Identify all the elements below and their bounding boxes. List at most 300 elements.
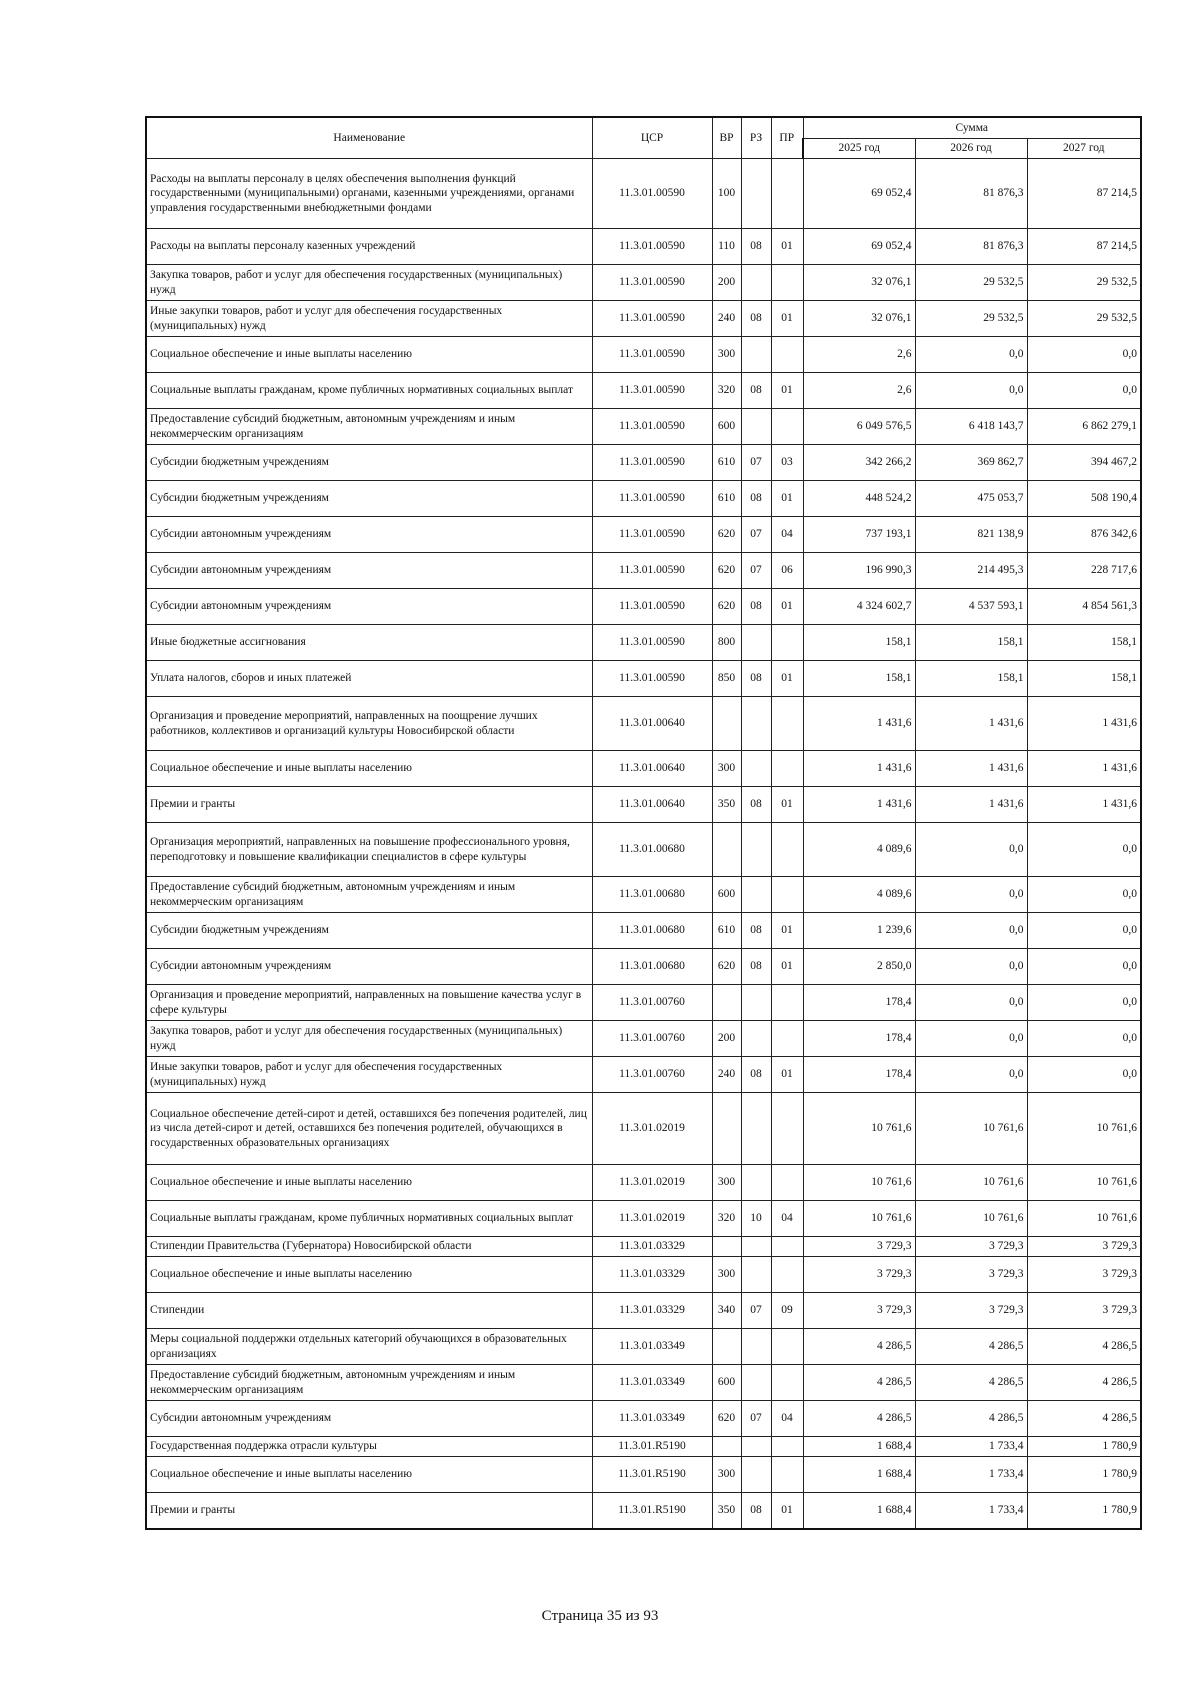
- row-vr: 800: [712, 625, 741, 661]
- row-csr: 11.3.01.03329: [592, 1237, 712, 1257]
- header-rz: РЗ: [741, 117, 771, 159]
- row-pr: 04: [771, 517, 803, 553]
- row-sum-2026: 10 761,6: [915, 1093, 1027, 1165]
- table-row: [146, 751, 1141, 787]
- row-sum-2027: 6 862 279,1: [1027, 409, 1141, 445]
- row-sum-2025: 6 049 576,5: [803, 409, 915, 445]
- row-rz: [741, 1329, 771, 1365]
- table-row: [146, 787, 1141, 823]
- header-csr: ЦСР: [592, 117, 712, 159]
- row-pr: [771, 877, 803, 913]
- row-rz: 08: [741, 913, 771, 949]
- row-name: Организация мероприятий, направленных на повышение профессионального уровня, переподготовку и повышение квалификации специалистов в сфере культуры: [146, 823, 592, 877]
- row-rz: [741, 1021, 771, 1057]
- row-sum-2027: 3 729,3: [1027, 1293, 1141, 1329]
- table-row: [146, 1329, 1141, 1365]
- row-name: Социальное обеспечение и иные выплаты населению: [146, 751, 592, 787]
- row-name: Субсидии автономным учреждениям: [146, 1401, 592, 1437]
- row-sum-2027: 4 854 561,3: [1027, 589, 1141, 625]
- row-name: Иные закупки товаров, работ и услуг для обеспечения государственных (муниципальных) нужд: [146, 1057, 592, 1093]
- row-name: Премии и гранты: [146, 787, 592, 823]
- row-rz: 08: [741, 373, 771, 409]
- row-sum-2025: 2,6: [803, 337, 915, 373]
- row-sum-2027: 0,0: [1027, 913, 1141, 949]
- row-name: Иные закупки товаров, работ и услуг для обеспечения государственных (муниципальных) нужд: [146, 301, 592, 337]
- row-rz: [741, 1257, 771, 1293]
- row-sum-2025: 2 850,0: [803, 949, 915, 985]
- table-row: [146, 589, 1141, 625]
- table-row: [146, 625, 1141, 661]
- row-sum-2025: 1 688,4: [803, 1437, 915, 1457]
- row-sum-2027: 0,0: [1027, 1021, 1141, 1057]
- row-sum-2027: 0,0: [1027, 373, 1141, 409]
- row-sum-2026: 1 431,6: [915, 787, 1027, 823]
- row-rz: [741, 409, 771, 445]
- row-pr: [771, 985, 803, 1021]
- table-row: [146, 1493, 1141, 1529]
- row-sum-2027: 10 761,6: [1027, 1165, 1141, 1201]
- row-sum-2027: 1 780,9: [1027, 1437, 1141, 1457]
- row-sum-2027: 4 286,5: [1027, 1401, 1141, 1437]
- row-sum-2026: 0,0: [915, 949, 1027, 985]
- table-row: [146, 445, 1141, 481]
- row-rz: 08: [741, 949, 771, 985]
- row-vr: 620: [712, 589, 741, 625]
- row-csr: 11.3.01.00640: [592, 697, 712, 751]
- row-vr: 620: [712, 517, 741, 553]
- row-pr: [771, 751, 803, 787]
- row-name: Организация и проведение мероприятий, направленных на поощрение лучших работников, коллективов и организаций культуры Новосибирской области: [146, 697, 592, 751]
- table-row: [146, 823, 1141, 877]
- row-sum-2025: 4 286,5: [803, 1365, 915, 1401]
- row-csr: 11.3.01.00590: [592, 517, 712, 553]
- row-sum-2026: 0,0: [915, 985, 1027, 1021]
- table-row: [146, 913, 1141, 949]
- row-name: Субсидии бюджетным учреждениям: [146, 445, 592, 481]
- table-row: [146, 1057, 1141, 1093]
- row-sum-2025: 737 193,1: [803, 517, 915, 553]
- row-sum-2025: 448 524,2: [803, 481, 915, 517]
- row-vr: 110: [712, 229, 741, 265]
- row-sum-2025: 1 239,6: [803, 913, 915, 949]
- row-name: Социальное обеспечение и иные выплаты населению: [146, 1257, 592, 1293]
- row-sum-2026: 3 729,3: [915, 1257, 1027, 1293]
- row-name: Социальное обеспечение и иные выплаты населению: [146, 1457, 592, 1493]
- row-csr: 11.3.01.00760: [592, 1057, 712, 1093]
- row-csr: 11.3.01.03349: [592, 1365, 712, 1401]
- row-sum-2027: 0,0: [1027, 949, 1141, 985]
- row-csr: 11.3.01.00590: [592, 589, 712, 625]
- row-sum-2026: 1 733,4: [915, 1457, 1027, 1493]
- row-csr: 11.3.01.00590: [592, 373, 712, 409]
- table-row: [146, 265, 1141, 301]
- row-csr: 11.3.01.02019: [592, 1165, 712, 1201]
- table-row: [146, 1457, 1141, 1493]
- row-csr: 11.3.01.02019: [592, 1093, 712, 1165]
- row-sum-2027: 0,0: [1027, 823, 1141, 877]
- row-name: Организация и проведение мероприятий, направленных на повышение качества услуг в сфере культуры: [146, 985, 592, 1021]
- row-name: Меры социальной поддержки отдельных категорий обучающихся в образовательных организациях: [146, 1329, 592, 1365]
- row-sum-2026: 81 876,3: [915, 229, 1027, 265]
- row-sum-2026: 0,0: [915, 337, 1027, 373]
- row-sum-2026: 10 761,6: [915, 1165, 1027, 1201]
- row-sum-2027: 0,0: [1027, 985, 1141, 1021]
- row-rz: [741, 625, 771, 661]
- row-name: Субсидии автономным учреждениям: [146, 517, 592, 553]
- row-sum-2027: 3 729,3: [1027, 1237, 1141, 1257]
- row-sum-2026: 4 286,5: [915, 1365, 1027, 1401]
- row-pr: [771, 1365, 803, 1401]
- row-pr: [771, 337, 803, 373]
- row-vr: [712, 1437, 741, 1457]
- row-sum-2026: 0,0: [915, 1021, 1027, 1057]
- row-pr: [771, 409, 803, 445]
- row-pr: 01: [771, 787, 803, 823]
- row-sum-2027: 87 214,5: [1027, 229, 1141, 265]
- row-sum-2026: 158,1: [915, 661, 1027, 697]
- row-sum-2025: 10 761,6: [803, 1201, 915, 1237]
- row-rz: 07: [741, 517, 771, 553]
- row-pr: [771, 1165, 803, 1201]
- row-vr: 850: [712, 661, 741, 697]
- row-vr: 610: [712, 445, 741, 481]
- row-vr: 240: [712, 301, 741, 337]
- table-row: [146, 1401, 1141, 1437]
- row-vr: 600: [712, 409, 741, 445]
- row-vr: [712, 1093, 741, 1165]
- row-pr: [771, 1437, 803, 1457]
- row-name: Закупка товаров, работ и услуг для обеспечения государственных (муниципальных) нужд: [146, 1021, 592, 1057]
- row-rz: 07: [741, 445, 771, 481]
- row-sum-2025: 4 324 602,7: [803, 589, 915, 625]
- row-sum-2026: 4 286,5: [915, 1401, 1027, 1437]
- table-row: [146, 949, 1141, 985]
- header-pr: ПР: [771, 117, 803, 159]
- row-rz: [741, 985, 771, 1021]
- row-vr: [712, 823, 741, 877]
- row-pr: [771, 1021, 803, 1057]
- row-name: Стипендии: [146, 1293, 592, 1329]
- header-year-2026: 2026 год: [915, 139, 1027, 159]
- row-csr: 11.3.01.00760: [592, 1021, 712, 1057]
- row-name: Предоставление субсидий бюджетным, автономным учреждениям и иным некоммерческим организациям: [146, 409, 592, 445]
- row-name: Расходы на выплаты персоналу в целях обеспечения выполнения функций государственными (муниципальными) органами, казенными учреждениями, органами управления государственными внебюджетными фондами: [146, 159, 592, 229]
- row-sum-2025: 4 286,5: [803, 1401, 915, 1437]
- row-sum-2025: 69 052,4: [803, 229, 915, 265]
- row-csr: 11.3.01.00590: [592, 625, 712, 661]
- row-vr: 300: [712, 1165, 741, 1201]
- row-pr: 03: [771, 445, 803, 481]
- row-csr: 11.3.01.00590: [592, 445, 712, 481]
- row-vr: 600: [712, 877, 741, 913]
- row-sum-2027: 29 532,5: [1027, 265, 1141, 301]
- row-vr: 610: [712, 481, 741, 517]
- row-csr: 11.3.01.00590: [592, 337, 712, 373]
- row-pr: [771, 1093, 803, 1165]
- row-pr: [771, 265, 803, 301]
- table-row: [146, 1437, 1141, 1457]
- row-rz: 08: [741, 787, 771, 823]
- table-row: [146, 1293, 1141, 1329]
- row-vr: 200: [712, 265, 741, 301]
- row-sum-2027: 1 431,6: [1027, 787, 1141, 823]
- row-sum-2025: 178,4: [803, 1021, 915, 1057]
- row-sum-2025: 1 431,6: [803, 751, 915, 787]
- row-pr: 01: [771, 1057, 803, 1093]
- row-sum-2025: 3 729,3: [803, 1293, 915, 1329]
- row-csr: 11.3.01.03329: [592, 1293, 712, 1329]
- row-name: Социальное обеспечение и иные выплаты населению: [146, 337, 592, 373]
- row-vr: 350: [712, 787, 741, 823]
- row-rz: [741, 337, 771, 373]
- row-name: Субсидии автономным учреждениям: [146, 553, 592, 589]
- table-row: [146, 409, 1141, 445]
- row-rz: [741, 1365, 771, 1401]
- header-name: Наименование: [146, 117, 592, 159]
- row-name: Расходы на выплаты персоналу казенных учреждений: [146, 229, 592, 265]
- row-sum-2025: 4 089,6: [803, 877, 915, 913]
- row-rz: 08: [741, 661, 771, 697]
- table-row: [146, 229, 1141, 265]
- row-rz: 07: [741, 1293, 771, 1329]
- page-number: Страница 35 из 93: [541, 1608, 659, 1624]
- row-rz: 08: [741, 481, 771, 517]
- row-sum-2026: 0,0: [915, 823, 1027, 877]
- row-pr: [771, 823, 803, 877]
- row-csr: 11.3.01.00590: [592, 481, 712, 517]
- row-sum-2025: 3 729,3: [803, 1237, 915, 1257]
- row-vr: 300: [712, 751, 741, 787]
- row-name: Уплата налогов, сборов и иных платежей: [146, 661, 592, 697]
- table-row: [146, 1201, 1141, 1237]
- row-csr: 11.3.01.00760: [592, 985, 712, 1021]
- table-row: [146, 337, 1141, 373]
- table-row: [146, 661, 1141, 697]
- row-vr: 620: [712, 553, 741, 589]
- row-vr: 350: [712, 1493, 741, 1529]
- row-name: Предоставление субсидий бюджетным, автономным учреждениям и иным некоммерческим организациям: [146, 877, 592, 913]
- row-csr: 11.3.01.00680: [592, 877, 712, 913]
- row-rz: 08: [741, 589, 771, 625]
- table-row: [146, 1021, 1141, 1057]
- row-sum-2025: 1 431,6: [803, 697, 915, 751]
- row-name: Социальные выплаты гражданам, кроме публичных нормативных социальных выплат: [146, 1201, 592, 1237]
- row-rz: 08: [741, 301, 771, 337]
- row-sum-2026: 4 537 593,1: [915, 589, 1027, 625]
- row-sum-2026: 29 532,5: [915, 301, 1027, 337]
- row-sum-2025: 158,1: [803, 625, 915, 661]
- table-row: [146, 1093, 1141, 1165]
- row-sum-2026: 0,0: [915, 913, 1027, 949]
- row-vr: 240: [712, 1057, 741, 1093]
- row-sum-2027: 0,0: [1027, 1057, 1141, 1093]
- row-name: Предоставление субсидий бюджетным, автономным учреждениям и иным некоммерческим организациям: [146, 1365, 592, 1401]
- row-sum-2026: 10 761,6: [915, 1201, 1027, 1237]
- row-vr: 320: [712, 373, 741, 409]
- row-pr: [771, 1329, 803, 1365]
- row-sum-2026: 1 431,6: [915, 697, 1027, 751]
- row-sum-2025: 10 761,6: [803, 1093, 915, 1165]
- row-sum-2025: 4 286,5: [803, 1329, 915, 1365]
- table-row: [146, 877, 1141, 913]
- row-sum-2025: 69 052,4: [803, 159, 915, 229]
- row-sum-2025: 178,4: [803, 985, 915, 1021]
- row-csr: 11.3.01.00640: [592, 787, 712, 823]
- row-sum-2025: 32 076,1: [803, 301, 915, 337]
- row-csr: 11.3.01.00590: [592, 409, 712, 445]
- row-name: Социальное обеспечение детей-сирот и детей, оставшихся без попечения родителей, лиц из числа детей-сирот и детей, оставшихся без попечения родителей, обучающихся в государственных образовательных организациях: [146, 1093, 592, 1165]
- row-sum-2025: 32 076,1: [803, 265, 915, 301]
- row-csr: 11.3.01.00590: [592, 661, 712, 697]
- row-sum-2027: 0,0: [1027, 877, 1141, 913]
- row-csr: 11.3.01.00590: [592, 229, 712, 265]
- row-vr: [712, 697, 741, 751]
- row-sum-2026: 0,0: [915, 877, 1027, 913]
- row-vr: 320: [712, 1201, 741, 1237]
- row-name: Социальные выплаты гражданам, кроме публичных нормативных социальных выплат: [146, 373, 592, 409]
- row-csr: 11.3.01.03349: [592, 1329, 712, 1365]
- row-sum-2027: 10 761,6: [1027, 1093, 1141, 1165]
- row-rz: 08: [741, 1057, 771, 1093]
- row-vr: [712, 1237, 741, 1257]
- row-pr: [771, 1237, 803, 1257]
- row-sum-2025: 158,1: [803, 661, 915, 697]
- row-rz: [741, 265, 771, 301]
- row-name: Субсидии бюджетным учреждениям: [146, 913, 592, 949]
- row-vr: 600: [712, 1365, 741, 1401]
- header-year-2027: 2027 год: [1027, 139, 1141, 159]
- row-pr: 01: [771, 661, 803, 697]
- row-rz: 07: [741, 553, 771, 589]
- row-rz: 07: [741, 1401, 771, 1437]
- row-sum-2026: 821 138,9: [915, 517, 1027, 553]
- row-rz: [741, 877, 771, 913]
- row-name: Субсидии бюджетным учреждениям: [146, 481, 592, 517]
- row-vr: 340: [712, 1293, 741, 1329]
- row-pr: [771, 625, 803, 661]
- row-sum-2027: 508 190,4: [1027, 481, 1141, 517]
- row-csr: 11.3.01.R5190: [592, 1437, 712, 1457]
- row-name: Государственная поддержка отрасли культуры: [146, 1437, 592, 1457]
- row-sum-2025: 2,6: [803, 373, 915, 409]
- row-vr: 300: [712, 1257, 741, 1293]
- row-sum-2026: 1 733,4: [915, 1493, 1027, 1529]
- row-csr: 11.3.01.00590: [592, 301, 712, 337]
- table-row: [146, 481, 1141, 517]
- row-rz: 10: [741, 1201, 771, 1237]
- table-row: [146, 159, 1141, 229]
- row-pr: 01: [771, 1493, 803, 1529]
- header-year-2025: 2025 год: [803, 139, 915, 159]
- row-name: Закупка товаров, работ и услуг для обеспечения государственных (муниципальных) нужд: [146, 265, 592, 301]
- row-name: Субсидии автономным учреждениям: [146, 949, 592, 985]
- row-sum-2027: 1 780,9: [1027, 1457, 1141, 1493]
- row-vr: 100: [712, 159, 741, 229]
- row-sum-2027: 158,1: [1027, 625, 1141, 661]
- table-row: [146, 1237, 1141, 1257]
- row-sum-2027: 1 431,6: [1027, 697, 1141, 751]
- row-vr: 610: [712, 913, 741, 949]
- row-sum-2025: 1 688,4: [803, 1457, 915, 1493]
- row-pr: 01: [771, 589, 803, 625]
- row-sum-2026: 1 431,6: [915, 751, 1027, 787]
- row-name: Стипендии Правительства (Губернатора) Новосибирской области: [146, 1237, 592, 1257]
- row-name: Субсидии автономным учреждениям: [146, 589, 592, 625]
- row-sum-2026: 369 862,7: [915, 445, 1027, 481]
- row-sum-2026: 475 053,7: [915, 481, 1027, 517]
- row-rz: [741, 1237, 771, 1257]
- row-sum-2027: 158,1: [1027, 661, 1141, 697]
- row-sum-2027: 29 532,5: [1027, 301, 1141, 337]
- row-vr: 200: [712, 1021, 741, 1057]
- row-sum-2026: 0,0: [915, 1057, 1027, 1093]
- row-pr: 09: [771, 1293, 803, 1329]
- row-sum-2025: 178,4: [803, 1057, 915, 1093]
- row-pr: 04: [771, 1401, 803, 1437]
- row-rz: [741, 159, 771, 229]
- row-name: Социальное обеспечение и иные выплаты населению: [146, 1165, 592, 1201]
- row-csr: 11.3.01.R5190: [592, 1457, 712, 1493]
- row-pr: 01: [771, 949, 803, 985]
- row-sum-2025: 1 688,4: [803, 1493, 915, 1529]
- row-rz: [741, 1457, 771, 1493]
- row-sum-2027: 10 761,6: [1027, 1201, 1141, 1237]
- row-csr: 11.3.01.00640: [592, 751, 712, 787]
- budget-table: [145, 116, 1142, 1530]
- table-row: [146, 517, 1141, 553]
- row-csr: 11.3.01.00590: [592, 159, 712, 229]
- row-rz: [741, 1437, 771, 1457]
- row-pr: 01: [771, 301, 803, 337]
- table-row: [146, 985, 1141, 1021]
- row-sum-2027: 1 431,6: [1027, 751, 1141, 787]
- row-pr: [771, 697, 803, 751]
- row-sum-2025: 10 761,6: [803, 1165, 915, 1201]
- row-csr: 11.3.01.03349: [592, 1401, 712, 1437]
- row-pr: 01: [771, 229, 803, 265]
- row-rz: [741, 823, 771, 877]
- row-vr: [712, 1329, 741, 1365]
- row-sum-2026: 6 418 143,7: [915, 409, 1027, 445]
- row-csr: 11.3.01.00680: [592, 913, 712, 949]
- row-rz: 08: [741, 1493, 771, 1529]
- row-csr: 11.3.01.00680: [592, 823, 712, 877]
- table-row: [146, 553, 1141, 589]
- row-rz: [741, 1093, 771, 1165]
- table-row: [146, 697, 1141, 751]
- row-csr: 11.3.01.03329: [592, 1257, 712, 1293]
- row-sum-2025: 342 266,2: [803, 445, 915, 481]
- row-vr: 300: [712, 1457, 741, 1493]
- row-sum-2026: 81 876,3: [915, 159, 1027, 229]
- row-pr: 04: [771, 1201, 803, 1237]
- table-row: [146, 373, 1141, 409]
- row-sum-2027: 228 717,6: [1027, 553, 1141, 589]
- table-row: [146, 301, 1141, 337]
- row-rz: [741, 1165, 771, 1201]
- row-sum-2027: 394 467,2: [1027, 445, 1141, 481]
- row-sum-2027: 3 729,3: [1027, 1257, 1141, 1293]
- row-sum-2027: 876 342,6: [1027, 517, 1141, 553]
- row-csr: 11.3.01.00680: [592, 949, 712, 985]
- row-sum-2026: 3 729,3: [915, 1293, 1027, 1329]
- row-sum-2027: 4 286,5: [1027, 1365, 1141, 1401]
- row-name: Иные бюджетные ассигнования: [146, 625, 592, 661]
- row-vr: 620: [712, 949, 741, 985]
- row-sum-2025: 4 089,6: [803, 823, 915, 877]
- row-sum-2025: 3 729,3: [803, 1257, 915, 1293]
- table-row: [146, 1165, 1141, 1201]
